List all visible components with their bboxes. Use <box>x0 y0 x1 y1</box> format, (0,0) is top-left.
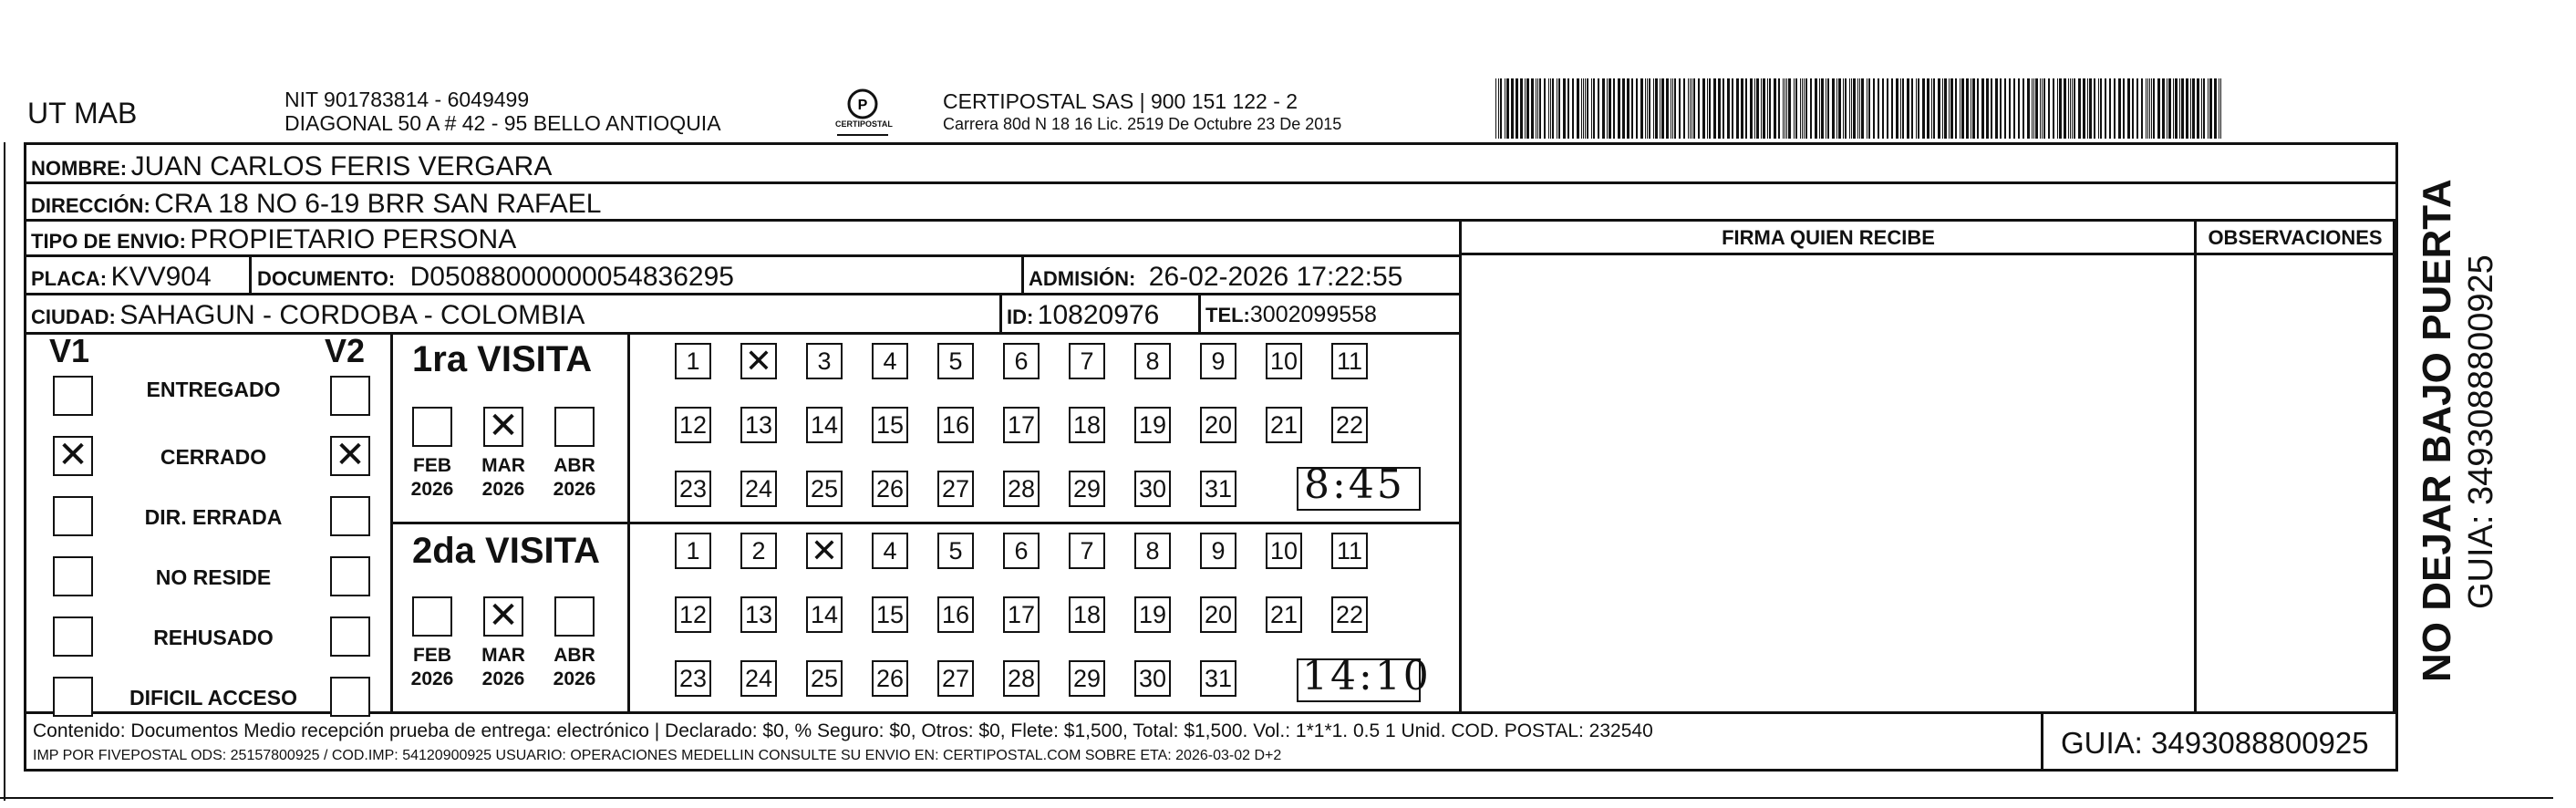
company-name: UT MAB <box>27 97 138 129</box>
visit2-year-label: 2026 <box>481 668 525 689</box>
visit2-day-6[interactable]: 6 <box>1003 533 1040 569</box>
visit2-day-11[interactable]: 11 <box>1331 533 1368 569</box>
visit1-month-label: ABR <box>553 455 595 476</box>
visit1-day-30[interactable]: 30 <box>1134 471 1171 507</box>
status-v2-mark: ✕ <box>335 434 366 476</box>
status-label: ENTREGADO <box>146 378 281 401</box>
visit1-time: 8:45 <box>1304 461 1405 508</box>
visit1-day-25[interactable]: 25 <box>806 471 843 507</box>
visit1-month-checkbox[interactable] <box>554 407 595 447</box>
side-warning: NO DEJAR BAJO PUERTA <box>2415 179 2459 682</box>
visit2-day-28[interactable]: 28 <box>1003 660 1040 697</box>
visit1-day-23[interactable]: 23 <box>675 471 711 507</box>
certipostal-line2: Carrera 80d N 18 16 Lic. 2519 De Octubre 23 De 2015 <box>943 115 1342 133</box>
visit1-year-label: 2026 <box>481 479 525 500</box>
visit2-day-16[interactable]: 16 <box>937 596 974 633</box>
visit2-day-2[interactable]: 2 <box>740 533 777 569</box>
visit2-year-label: 2026 <box>410 668 454 689</box>
visit1-day-27[interactable]: 27 <box>937 471 974 507</box>
nombre-label: NOMBRE: <box>31 157 128 180</box>
visit1-day-22[interactable]: 22 <box>1331 407 1368 443</box>
visit1-day-17[interactable]: 17 <box>1003 407 1040 443</box>
visit1-day-13[interactable]: 13 <box>740 407 777 443</box>
visit2-month-mark: ✕ <box>488 595 519 637</box>
ciudad-label: CIUDAD: <box>31 306 116 328</box>
direccion-label: DIRECCIÓN: <box>31 194 150 217</box>
visit2-day-20[interactable]: 20 <box>1200 596 1236 633</box>
visit1-day-5[interactable]: 5 <box>937 343 974 379</box>
v1-label: V1 <box>49 332 90 369</box>
placa-label: PLACA: <box>31 267 108 290</box>
footer-line1: Contenido: Documentos Medio recepción prueba de entrega: electrónico | Declarado: $0, % Seguro: $0, Otros: $0, Flete: $1,500, Total: $1,500. Vol.: 1*1*1. 0.5 1 Unid. COD. POSTAL: 232540 <box>33 720 1653 741</box>
status-label: CERRADO <box>160 445 267 469</box>
ciudad-value: SAHAGUN - CORDOBA - COLOMBIA <box>119 300 585 330</box>
visit1-day-6[interactable]: 6 <box>1003 343 1040 379</box>
tipo-envio-label: TIPO DE ENVIO: <box>31 230 186 253</box>
visit1-day-31[interactable]: 31 <box>1200 471 1236 507</box>
visit2-day-8[interactable]: 8 <box>1134 533 1171 569</box>
barcode <box>1495 78 2225 139</box>
observaciones-header: OBSERVACIONES <box>2208 226 2383 249</box>
visit1-month-checkbox[interactable] <box>412 407 452 447</box>
visit2-month-label: FEB <box>413 645 451 666</box>
visit1-month-label: FEB <box>413 455 451 476</box>
visit2-day-29[interactable]: 29 <box>1069 660 1105 697</box>
status-v1-checkbox[interactable] <box>53 677 93 717</box>
admision-value: 26-02-2026 17:22:55 <box>1148 262 1403 292</box>
side-guia: GUIA: 3493088800925 <box>2462 254 2500 609</box>
visit2-day-27[interactable]: 27 <box>937 660 974 697</box>
status-v1-checkbox[interactable] <box>53 616 93 657</box>
visit2-day-13[interactable]: 13 <box>740 596 777 633</box>
id-label: ID: <box>1007 306 1034 328</box>
visit2-title: 2da VISITA <box>412 531 600 571</box>
visit1-day-26[interactable]: 26 <box>872 471 908 507</box>
logo-text: CERTIPOSTAL <box>835 119 893 129</box>
visit1-day-16[interactable]: 16 <box>937 407 974 443</box>
status-v2-checkbox[interactable] <box>330 677 370 717</box>
visit1-day-19[interactable]: 19 <box>1134 407 1171 443</box>
status-label: REHUSADO <box>153 626 274 649</box>
bottom-edge <box>0 797 2553 799</box>
direccion-value: CRA 18 NO 6-19 BRR SAN RAFAEL <box>154 189 602 219</box>
footer-guia: GUIA: 3493088800925 <box>2061 726 2369 760</box>
visit2-day-17[interactable]: 17 <box>1003 596 1040 633</box>
visit2-day-30[interactable]: 30 <box>1134 660 1171 697</box>
status-label: DIR. ERRADA <box>144 505 283 529</box>
footer-line2: IMP POR FIVEPOSTAL ODS: 25157800925 / COD.IMP: 54120900925 USUARIO: OPERACIONES MEDELLIN CONSULTE SU ENVIO EN: CERTIPOSTAL.COM SOBRE ETA: 2026-03-02 D+2 <box>33 748 1282 763</box>
documento-label: DOCUMENTO: <box>257 267 396 290</box>
visit2-day-18[interactable]: 18 <box>1069 596 1105 633</box>
status-v1-checkbox[interactable] <box>53 496 93 536</box>
visit2-day-14[interactable]: 14 <box>806 596 843 633</box>
admision-label: ADMISIÓN: <box>1029 267 1136 290</box>
certipostal-logo <box>830 88 895 139</box>
visit1-day-18[interactable]: 18 <box>1069 407 1105 443</box>
visit2-day-19[interactable]: 19 <box>1134 596 1171 633</box>
visit1-day-28[interactable]: 28 <box>1003 471 1040 507</box>
visit2-day-9[interactable]: 9 <box>1200 533 1236 569</box>
tel-value: 3002099558 <box>1249 302 1377 327</box>
visit1-day-11[interactable]: 11 <box>1331 343 1368 379</box>
visit2-month-label: ABR <box>553 645 595 666</box>
company-address: DIAGONAL 50 A # 42 - 95 BELLO ANTIOQUIA <box>284 111 721 135</box>
status-v1-mark: ✕ <box>57 434 88 476</box>
visit1-day-9[interactable]: 9 <box>1200 343 1236 379</box>
status-v2-checkbox[interactable] <box>330 556 370 596</box>
visit2-day-26[interactable]: 26 <box>872 660 908 697</box>
visit2-month-label: MAR <box>481 645 525 666</box>
status-v1-checkbox[interactable] <box>53 376 93 416</box>
visit2-day-1[interactable]: 1 <box>675 533 711 569</box>
visit1-month-mark: ✕ <box>488 405 519 447</box>
visit2-day-25[interactable]: 25 <box>806 660 843 697</box>
nombre-value: JUAN CARLOS FERIS VERGARA <box>130 151 553 181</box>
status-label: NO RESIDE <box>155 565 272 589</box>
documento-value: D05088000000054836295 <box>409 262 734 292</box>
visit2-day-7[interactable]: 7 <box>1069 533 1105 569</box>
visit2-day-5[interactable]: 5 <box>937 533 974 569</box>
placa-value: KVV904 <box>110 262 212 292</box>
visit2-day-31[interactable]: 31 <box>1200 660 1236 697</box>
visit2-day-22[interactable]: 22 <box>1331 596 1368 633</box>
left-edge <box>4 142 5 801</box>
visit1-day-2[interactable]: ✕ <box>740 343 777 379</box>
certipostal-line1: CERTIPOSTAL SAS | 900 151 122 - 2 <box>943 89 1298 113</box>
visit2-day-24[interactable]: 24 <box>740 660 777 697</box>
visit2-time: 14:10 <box>1302 653 1432 699</box>
visit2-day-10[interactable]: 10 <box>1266 533 1302 569</box>
visit1-title: 1ra VISITA <box>412 339 593 379</box>
visit1-year-label: 2026 <box>553 479 596 500</box>
visit1-day-29[interactable]: 29 <box>1069 471 1105 507</box>
visit2-day-21[interactable]: 21 <box>1266 596 1302 633</box>
visit2-day-15[interactable]: 15 <box>872 596 908 633</box>
visit1-year-label: 2026 <box>410 479 454 500</box>
visit1-day-1[interactable]: 1 <box>675 343 711 379</box>
visit2-day-23[interactable]: 23 <box>675 660 711 697</box>
status-v1-checkbox[interactable] <box>53 556 93 596</box>
visit1-day-4[interactable]: 4 <box>872 343 908 379</box>
visit1-day-15[interactable]: 15 <box>872 407 908 443</box>
visit1-day-10[interactable]: 10 <box>1266 343 1302 379</box>
visit1-day-14[interactable]: 14 <box>806 407 843 443</box>
visit2-day-3[interactable]: ✕ <box>806 533 843 569</box>
nit: NIT 901783814 - 6049499 <box>284 88 530 111</box>
v2-label: V2 <box>325 332 366 369</box>
visit1-day-12[interactable]: 12 <box>675 407 711 443</box>
visit2-year-label: 2026 <box>553 668 596 689</box>
status-v2-checkbox[interactable] <box>330 496 370 536</box>
visit1-day-7[interactable]: 7 <box>1069 343 1105 379</box>
status-label: DIFICIL ACCESO <box>129 686 297 710</box>
tel-label: TEL: <box>1205 304 1250 326</box>
svg-text:P: P <box>857 98 868 113</box>
visit1-month-label: MAR <box>481 455 525 476</box>
visit2-month-checkbox[interactable] <box>412 596 452 637</box>
firma-header: FIRMA QUIEN RECIBE <box>1722 226 1935 249</box>
visit1-day-8[interactable]: 8 <box>1134 343 1171 379</box>
id-value: 10820976 <box>1037 300 1160 330</box>
status-v2-checkbox[interactable] <box>330 376 370 416</box>
visit1-day-24[interactable]: 24 <box>740 471 777 507</box>
visit2-day-4[interactable]: 4 <box>872 533 908 569</box>
visit1-day-3[interactable]: 3 <box>806 343 843 379</box>
status-v2-checkbox[interactable] <box>330 616 370 657</box>
visit2-month-checkbox[interactable] <box>554 596 595 637</box>
visit1-day-20[interactable]: 20 <box>1200 407 1236 443</box>
tipo-envio-value: PROPIETARIO PERSONA <box>190 224 517 254</box>
visit1-day-21[interactable]: 21 <box>1266 407 1302 443</box>
visit2-day-12[interactable]: 12 <box>675 596 711 633</box>
